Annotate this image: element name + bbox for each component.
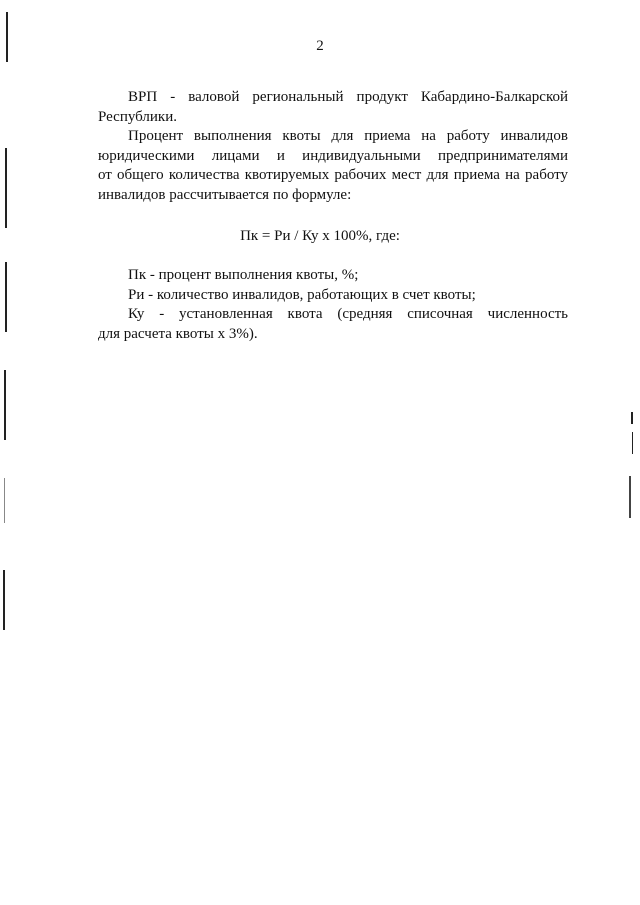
definition-pk: Пк - процент выполнения квоты, %; bbox=[128, 267, 359, 283]
scan-edge-mark bbox=[4, 370, 6, 440]
definition-ku: Ку - установленная квота (средняя списочная численность bbox=[128, 306, 568, 322]
paragraph-line: Процент выполнения квоты для приема на работу инвалидов bbox=[128, 128, 568, 144]
paragraph-line: юридическими лицами и индивидуальными предпринимателями bbox=[98, 147, 568, 164]
scan-edge-mark bbox=[3, 570, 5, 630]
scan-edge-mark bbox=[629, 476, 631, 518]
paragraph-line: инвалидов рассчитывается по формуле: bbox=[98, 186, 352, 203]
paragraph-quota-calculation bbox=[98, 127, 568, 205]
formula: Пк = Ри / Ку х 100%, где: bbox=[240, 228, 400, 244]
scan-edge-mark bbox=[5, 148, 7, 228]
page-number: 2 bbox=[316, 38, 324, 54]
definition-ri: Ри - количество инвалидов, работающих в счет квоты; bbox=[128, 286, 476, 303]
paragraph-vrp bbox=[98, 88, 568, 127]
definition-ku-continued: для расчета квоты х 3%). bbox=[98, 325, 258, 342]
definitions-list bbox=[98, 266, 568, 344]
scan-edge-mark bbox=[4, 478, 5, 523]
paragraph-line: от общего количества квотируемых рабочих мест для приема на работу bbox=[98, 167, 568, 183]
scan-edge-mark bbox=[5, 262, 7, 332]
scan-edge-mark bbox=[631, 412, 633, 424]
paragraph-line: Республики. bbox=[98, 108, 177, 125]
scan-edge-mark bbox=[632, 432, 633, 454]
paragraph-line: ВРП - валовой региональный продукт Кабардино-Балкарской bbox=[128, 89, 568, 105]
